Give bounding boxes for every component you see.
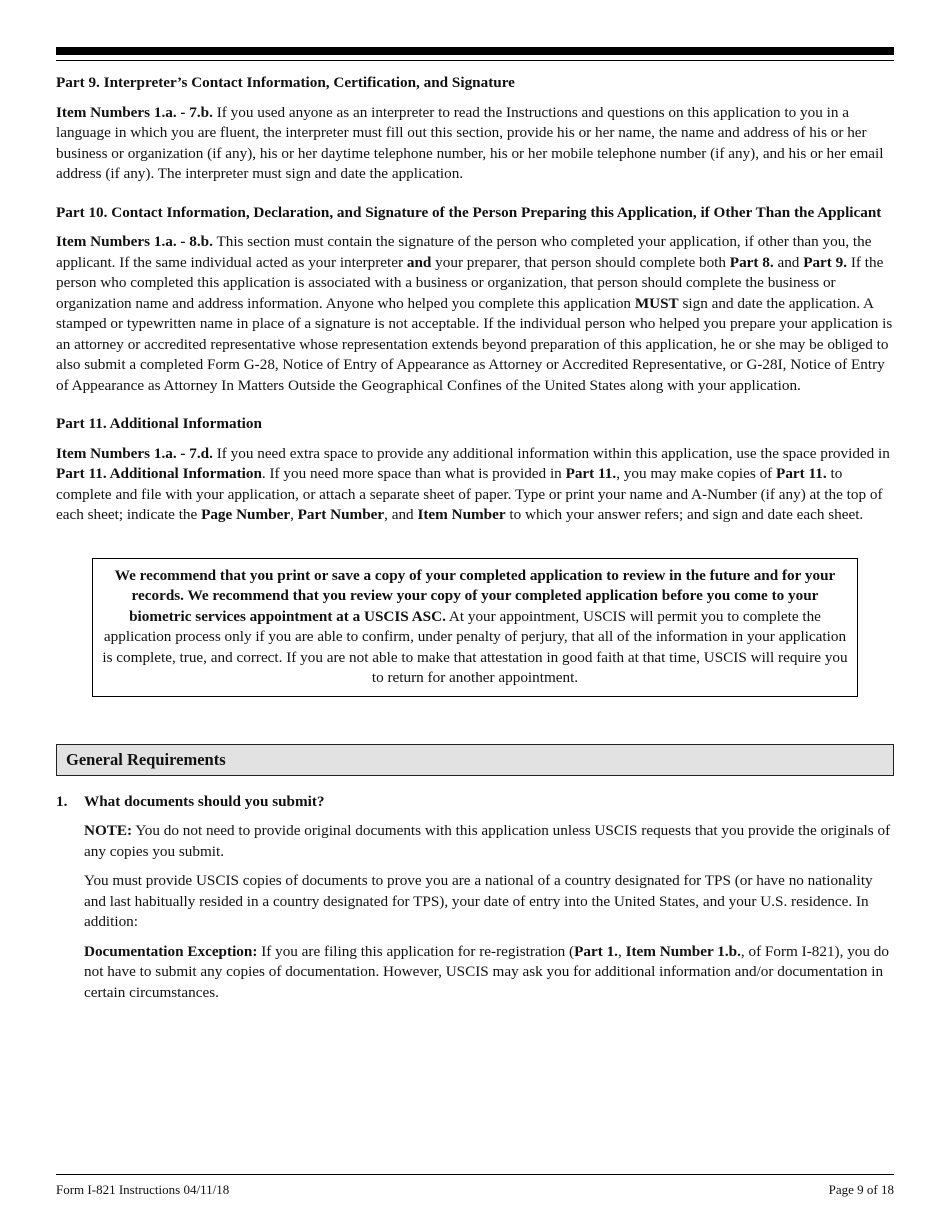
part9-heading: Part 9. Interpreter’s Contact Information, Certification, and Signature [56, 74, 515, 91]
part9-body: If you used anyone as an interpreter to read the Instructions and questions on this application to you in a language in which you are fluent, the interpreter must fill out this section, provide his or her name, the name and address of his or her business or organization (if any), his or her daytime telephone number, his or her mobile telephone number (if any), and his or her email address (if any). The interpreter must sign and date the application. [56, 103, 884, 182]
part11-bold-1: Part 11. Additional Information [56, 465, 262, 482]
question-number: 1. [56, 792, 68, 810]
part11-text-3: , you may make copies of [616, 465, 777, 482]
recommendation-notice-box [92, 558, 858, 697]
part10-bold-2: Part 8. [729, 253, 774, 271]
page-content [56, 73, 894, 1003]
part11-bold-3: Part 11. [776, 465, 827, 482]
part11-bold-5: Part Number [297, 506, 385, 523]
part11-text-1: If you need extra space to provide any additional information within this application, use the space provided in [212, 444, 890, 462]
part10-text-3: and [773, 253, 804, 271]
part11-bold-6: Item Number [417, 506, 506, 523]
header-rule-thin [56, 60, 894, 61]
part11-bold-2: Part 11. [565, 465, 617, 482]
part11-text-4: to complete and file with your application, or attach a separate sheet of paper. Type or print your name and A-Number (if any) at the top of each sheet; indicate the [56, 465, 883, 523]
exception-bold-2: Item Number 1.b. [625, 942, 741, 960]
part11-text-5: , [290, 506, 298, 523]
part10-item-label: Item Numbers 1.a. - 8.b. [56, 233, 213, 250]
document-page [56, 0, 894, 1230]
section-title: General Requirements [66, 749, 226, 769]
part11-text-2: . If you need more space than what is provided in [261, 465, 566, 482]
notice-bold-text: We recommend that you print or save a copy of your completed application to review in the future and for your records. We recommend that you review your copy of your completed application before you come to your biometric services appointment at a USCIS ASC. [114, 566, 836, 625]
part10-paragraph [56, 232, 894, 396]
part10-text-4: If the person who completed this application is associated with a business or organization, that person should complete the business or organization name and address information. Anyone who helped you complete this application [56, 253, 884, 312]
part10-text-1: This section must contain the signature of the person who completed your application, if other than you, the applicant. If the same individual acted as your interpreter [56, 233, 872, 271]
part11-paragraph [56, 444, 894, 526]
part10-text-5: sign and date the application. A stamped or typewritten name in place of a signature is not acceptable. If the individual person who helped you prepare your application is an attorney or accredited representative whose representation extends beyond preparation of this application, he or she may be obliged to also submit a completed Form G-28, Notice of Entry of Appearance as Attorney or Accredited Representative, or G-28I, Notice of Entry of Appearance as Attorney In Matters Outside the Geographical Confines of the United States along with your application. [56, 294, 893, 394]
note-paragraph [84, 821, 894, 862]
exception-bold-1: Part 1. [574, 942, 618, 960]
header-rule-thick [56, 47, 894, 55]
notice-text: At your appointment, USCIS will permit you to complete the application process only if you are able to confirm, under penalty of perjury, that all of the information in your application is complete, true, and correct. If you are not able to make that attestation in good faith at that time, USCIS will require you to return for another appointment. [102, 607, 848, 686]
documentation-exception-paragraph [84, 942, 894, 1004]
documents-paragraph: You must provide USCIS copies of documents to prove you are a national of a country designated for TPS (or have no nationality and last habitually resided in a country designated for TPS), your date of entry into the United States, and your U.S. residence. In addition: [84, 872, 873, 930]
part9-paragraph [56, 103, 894, 185]
part9-item-label: Item Numbers 1.a. - 7.b. [56, 103, 213, 121]
footer-form-id: Form I-821 Instructions 04/11/18 [56, 1182, 230, 1197]
exception-label: Documentation Exception: [84, 942, 258, 960]
question-1 [56, 792, 894, 813]
part11-item-label: Item Numbers 1.a. - 7.d. [56, 444, 213, 462]
exception-text-3: , of Form I-821), you do not have to submit any copies of documentation. However, USCIS may ask you for additional information and/or documentation in certain circumstances. [84, 942, 889, 1001]
footer-page-number: Page 9 of 18 [828, 1182, 894, 1197]
part11-bold-4: Page Number [201, 506, 291, 523]
part11-heading: Part 11. Additional Information [56, 415, 262, 432]
exception-text-1: If you are filing this application for re-registration ( [257, 942, 575, 960]
part11-text-6: , and [384, 506, 418, 523]
question-text: What documents should you submit? [84, 792, 325, 810]
part10-bold-1: and [406, 253, 432, 271]
footer-rule [56, 1174, 894, 1175]
note-text: You do not need to provide original documents with this application unless USCIS requests that you provide the originals of any copies you submit. [84, 822, 891, 860]
note-label: NOTE: [84, 822, 133, 839]
exception-text-2: , [617, 942, 626, 960]
part11-text-7: to which your answer refers; and sign and date each sheet. [505, 506, 864, 523]
part10-heading: Part 10. Contact Information, Declaration, and Signature of the Person Preparing this Application, if Other Than the Applicant [56, 203, 882, 221]
part10-bold-4: MUST [634, 294, 679, 312]
general-requirements-header [56, 744, 894, 776]
part10-text-2: your preparer, that person should complete both [431, 253, 730, 271]
part10-bold-3: Part 9. [803, 253, 848, 271]
